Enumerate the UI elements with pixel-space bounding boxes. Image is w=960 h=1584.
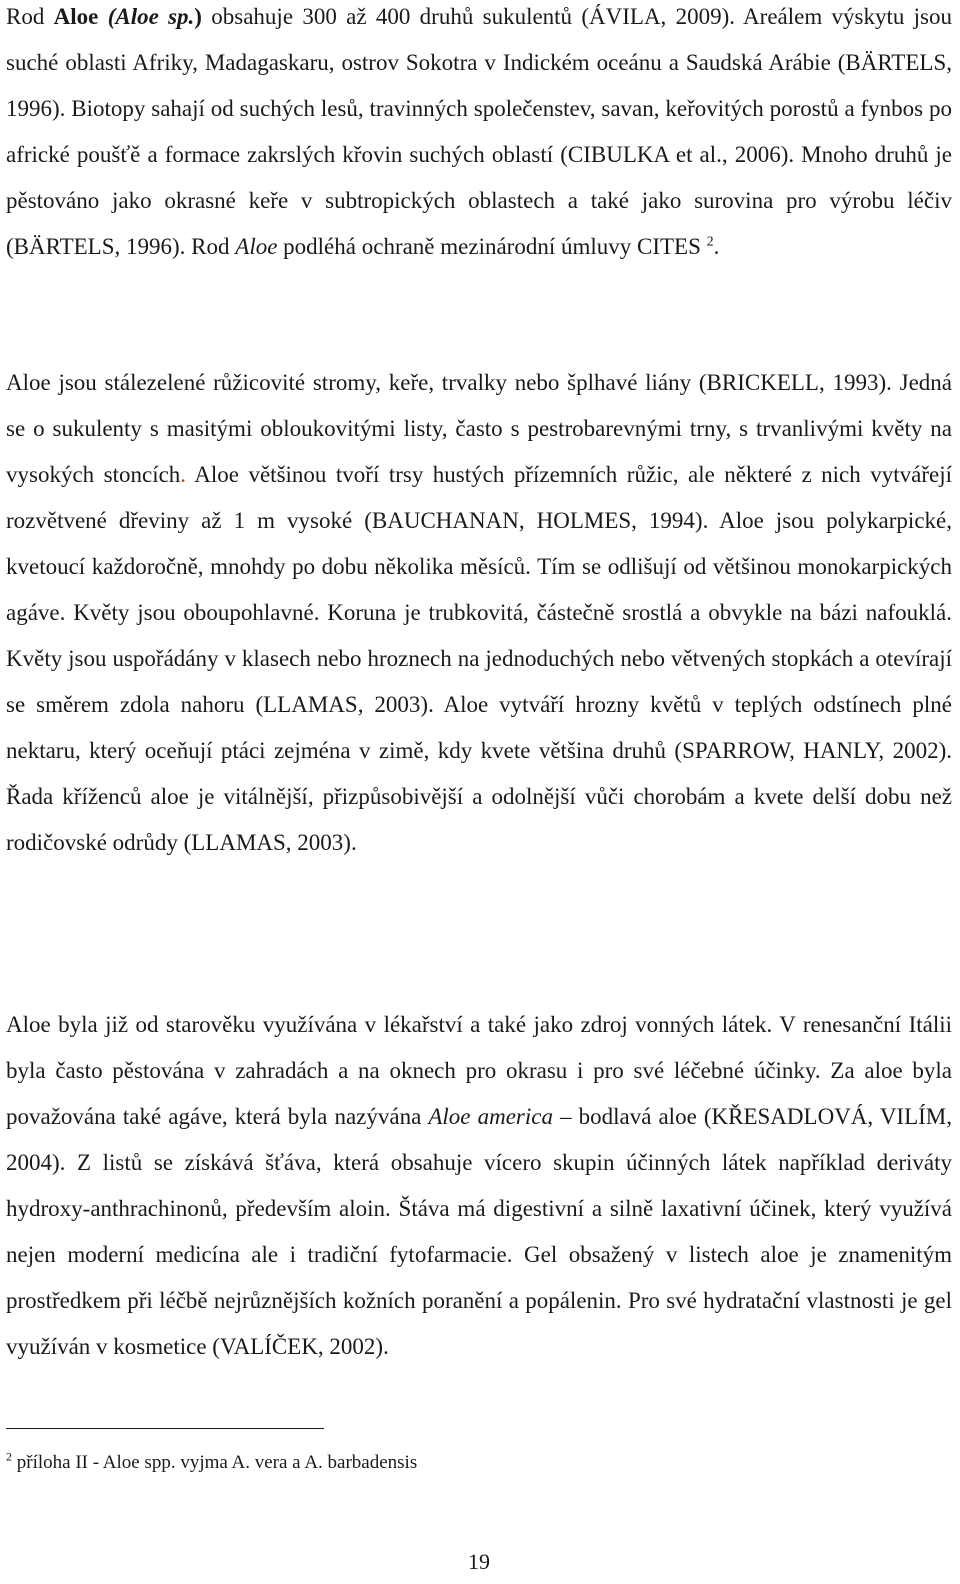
footnote-reference: 2 xyxy=(706,234,714,250)
text-run: obsahuje 300 až 400 druhů sukulentů (ÁVILA, 2009). Areálem výskytu jsou suché oblasti Afriky, Madagaskaru, ostrov Sokotra v Indickém oceánu a Saudská Arábie (BÄRTELS, 1996). Biotopy sahají od suchých lesů, travinných společenstev, savan, keřovitých porostů a fynbos po africké poušťě a formace zakrslých křovin suchých oblastí (CIBULKA et al., 2006). Mnoho druhů je pěstováno jako okrasné keře v subtropických oblastech a také jako surovina pro výrobu léčiv (BÄRTELS, 1996). Rod xyxy=(6,4,953,259)
bold-genus-name: Aloe xyxy=(53,4,99,29)
footnote-marker: 2 xyxy=(6,1449,12,1464)
paragraph-aloe-description xyxy=(6,360,952,866)
text-run: Rod xyxy=(6,4,54,29)
text-run: Aloe byla již od starověku využívána v lékařství a také jako zdroj vonných látek. V renesanční Itálii byla často pěstována v zahradách a na oknech pro okrasu i pro své léčebné účinky. Za aloe byla považována také agáve, která byla nazývána xyxy=(6,1012,952,1129)
red-period: . xyxy=(180,462,187,487)
text-run: . xyxy=(713,234,720,259)
bold-species-group xyxy=(108,4,195,29)
page-number: 19 xyxy=(468,1549,490,1574)
text-run xyxy=(98,4,107,29)
bold-paren: ) xyxy=(194,4,202,29)
italic-species-name: Aloe america xyxy=(428,1104,553,1129)
footnote-text: příloha II - Aloe spp. vyjma A. vera a A. barbadensis xyxy=(12,1452,418,1473)
footnote xyxy=(6,1450,417,1476)
text-run: Aloe většinou tvoří trsy hustých přízemních růžic, ale některé z nich vytvářejí rozvětvené dřeviny až 1 m vysoké (BAUCHANAN, HOLMES, 1994). Aloe jsou polykarpické, kvetoucí každoročně, mnohdy po dobu několika měsíců. Tím se odlišují od většinou monokarpických agáve. Květy jsou oboupohlavné. Koruna je trubkovitá, částečně srostlá a obvykle na bázi nafouklá. Květy jsou uspořádány v klasech nebo hroznech na jednoduchých nebo větvených stopkách a otevírají se směrem zdola nahoru (LLAMAS, 2003). Aloe vytváří hrozny květů v teplých odstínech plné nektaru, který oceňují ptáci zejména v zimě, kdy kvete většina druhů (SPARROW, HANLY, 2002). Řada kříženců aloe je vitálnější, přizpůsobivější a odolnější vůči chorobám a kvete delší dobu než rodičovské odrůdy (LLAMAS, 2003). xyxy=(6,462,952,855)
text-run: Aloe jsou stálezelené růžicovité stromy, keře, trvalky nebo šplhavé liány (BRICKELL, 1993). Jedná se o sukulenty s masitými obloukovitými listy, často s pestrobarevnými trny, s trvanlivými květy na vysokých stoncích xyxy=(6,370,952,487)
paragraph-aloe-genus xyxy=(6,0,952,270)
text-run: – bodlavá aloe (KŘESADLOVÁ, VILÍM, 2004). Z listů se získává šťáva, která obsahuje vícero skupin účinných látek například deriváty hydroxy-anthrachinonů, především aloin. Štáva má digestivní a silně laxativní účinek, který využívá nejen moderní medicína ale i tradiční fytofarmacie. Gel obsažený v listech aloe je znamenitým prostředkem při léčbě nejrůznějších kožních poranění a popálenin. Pro své hydratační vlastnosti je gel využíván v kosmetice (VALÍČEK, 2002). xyxy=(6,1104,952,1359)
footnote-separator xyxy=(6,1428,324,1429)
italic-genus-name: Aloe xyxy=(235,234,278,259)
italic-species-name: (Aloe sp. xyxy=(107,4,195,29)
paragraph-aloe-history xyxy=(6,1002,952,1370)
text-run: podléhá ochraně mezinárodní úmluvy CITES xyxy=(277,234,707,259)
